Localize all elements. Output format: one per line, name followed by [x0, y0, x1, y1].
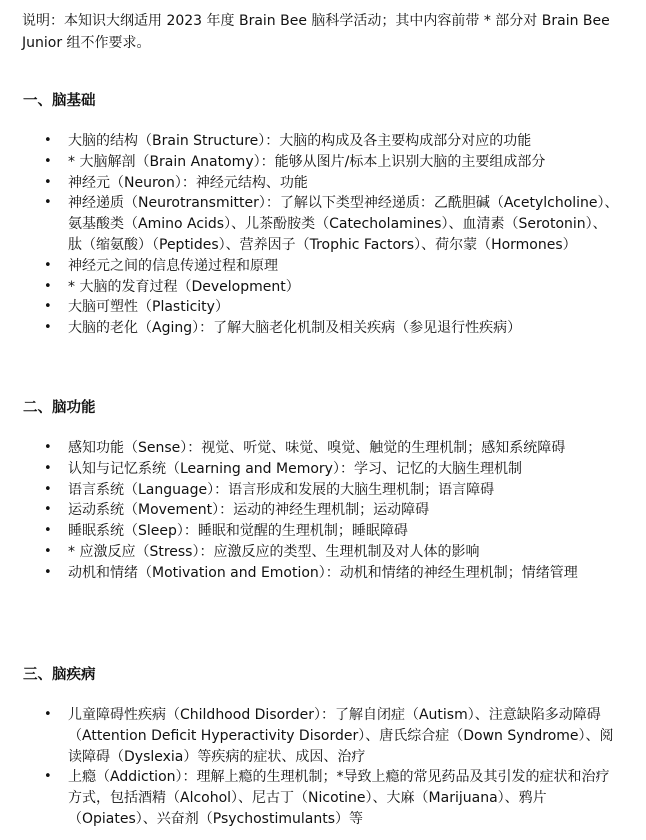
bullet-icon: • [44, 543, 52, 559]
list-item [0, 318, 646, 339]
list-item-text: 大脑可塑性（Plasticity） [68, 299, 229, 316]
list-item [0, 297, 646, 318]
list-item-text: 大脑的结构（Brain Structure）：大脑的构成及各主要构成部分对应的功能 [68, 133, 532, 149]
list-item [0, 563, 646, 584]
list-item-text: 神经元之间的信息传递过程和原理 [68, 257, 278, 274]
section-title-brain-basics: 一、脑基础 [23, 93, 96, 109]
bullet-icon: • [44, 278, 52, 294]
intro-note: 说明：本知识大纲适用 2023 年度 Brain Bee 脑科学活动；其中内容前带 * 部分对 Brain Bee Junior 组不作要求。 [22, 13, 610, 51]
list-item-text: 认知与记忆系统（Learning and Memory）：学习、记忆的大脑生理机制 [68, 460, 522, 477]
bullet-icon: • [44, 153, 52, 169]
list-item-text: 动机和情绪（Motivation and Emotion）：动机和情绪的神经生理机制；情绪管理 [68, 564, 578, 581]
bullet-icon: • [44, 523, 52, 539]
bullet-icon: • [44, 769, 52, 785]
list-item [0, 705, 646, 767]
list-item-text: 语言系统（Language）：语言形成和发展的大脑生理机制；语言障碍 [68, 481, 495, 498]
list-item [0, 459, 646, 480]
bullet-icon: • [44, 299, 52, 315]
list-item-text: 儿童障碍性疾病（Childhood Disorder）：了解自闭症（Autism）、注意缺陷多动障碍（Attention Deficit Hyperactivity Disorder）、唐氏综合症（Down Syndrome）、阅读障碍（Dyslexia）等疾病的症状、成因、治疗 [68, 707, 614, 765]
list-item-text: 睡眠系统（Sleep）：睡眠和觉醒的生理机制；睡眠障碍 [68, 523, 408, 540]
bullet-icon: • [44, 257, 52, 273]
brain-disease-list [0, 705, 646, 830]
list-item-text: * 应激反应（Stress）：应激反应的类型、生理机制及对人体的影响 [68, 543, 480, 560]
bullet-icon: • [44, 707, 52, 722]
section-title-brain-disease: 三、脑疾病 [23, 667, 96, 683]
bullet-icon: • [44, 564, 52, 580]
bullet-icon: • [44, 174, 52, 190]
list-item [0, 521, 646, 542]
brain-function-list [0, 438, 646, 584]
bullet-icon: • [44, 460, 52, 476]
brain-basics-list [0, 131, 646, 339]
bullet-icon: • [44, 440, 52, 455]
list-item-text: 神经元（Neuron）：神经元结构、功能 [68, 174, 308, 191]
list-item [0, 256, 646, 277]
list-item-text: 运动系统（Movement）：运动的神经生理机制；运动障碍 [68, 502, 430, 519]
section-title-brain-function: 二、脑功能 [23, 400, 96, 416]
bullet-icon: • [44, 133, 52, 148]
list-item [0, 480, 646, 501]
list-item-text: * 大脑解剖（Brain Anatomy）：能够从图片/标本上识别大脑的主要组成部分 [68, 153, 546, 170]
list-item-text: * 大脑的发育过程（Development） [68, 278, 300, 295]
list-item [0, 131, 646, 152]
list-item-text: 神经递质（Neurotransmitter）：了解以下类型神经递质：乙酰胆碱（Acetylcholine）、氨基酸类（Amino Acids）、儿茶酚胺类（Catecholamines）、血清素（Serotonin）、肽（缩氨酸）（Peptides）、营养因子（Trophic Factors）、荷尔蒙（Hormones） [68, 195, 619, 253]
list-item [0, 767, 646, 829]
list-item [0, 277, 646, 298]
bullet-icon: • [44, 502, 52, 518]
bullet-icon: • [44, 481, 52, 497]
list-item [0, 152, 646, 173]
list-item [0, 542, 646, 563]
list-item-text: 大脑的老化（Aging）：了解大脑老化机制及相关疾病（参见退行性疾病） [68, 320, 522, 337]
list-item [0, 193, 646, 255]
bullet-icon: • [44, 195, 52, 211]
list-item-text: 上瘾（Addiction）：理解上瘾的生理机制；*导致上瘾的常见药品及其引发的症状和治疗方式，包括酒精（Alcohol）、尼古丁（Nicotine）、大麻（Marijuana）、鸦片（Opiates）、兴奋剂（Psychostimulants）等 [68, 769, 610, 827]
bullet-icon: • [44, 320, 52, 336]
list-item-text: 感知功能（Sense）：视觉、听觉、味觉、嗅觉、触觉的生理机制；感知系统障碍 [68, 440, 566, 456]
list-item [0, 500, 646, 521]
list-item [0, 438, 646, 459]
list-item [0, 173, 646, 194]
